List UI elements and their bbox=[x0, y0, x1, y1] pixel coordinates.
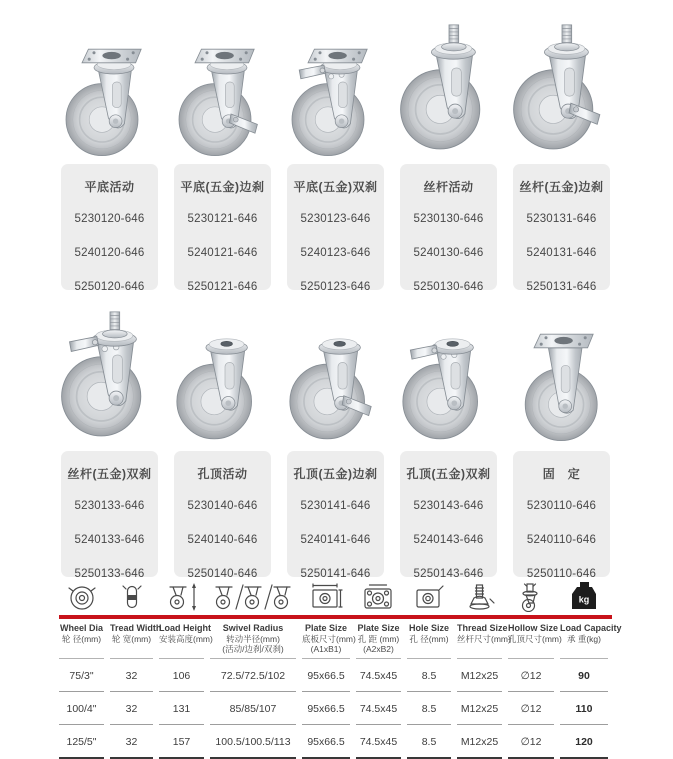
model-number: 5230123-646 bbox=[300, 213, 371, 225]
model-number: 5230131-646 bbox=[526, 213, 597, 225]
spec-value: 74.5x45 bbox=[356, 725, 401, 759]
model-number: 5230120-646 bbox=[74, 213, 145, 225]
model-number: 5240141-646 bbox=[300, 534, 371, 546]
model-number-list bbox=[61, 213, 158, 290]
model-number: 5230130-646 bbox=[413, 213, 484, 225]
column-header-en: Load Height bbox=[159, 623, 211, 633]
model-number: 5240123-646 bbox=[300, 247, 371, 259]
column-header-sub: (A1xB1) bbox=[310, 643, 342, 654]
spec-value: 32 bbox=[110, 692, 153, 725]
product-label-box bbox=[61, 164, 158, 290]
spec-value: 74.5x45 bbox=[356, 659, 401, 692]
model-number: 5250123-646 bbox=[300, 281, 371, 290]
column-header-cn: 孔 距 (mm) bbox=[357, 633, 400, 644]
column-header-cn: 底板尺寸(mm) bbox=[302, 633, 356, 644]
column-header bbox=[457, 619, 511, 659]
model-number: 5240110-646 bbox=[526, 534, 597, 546]
model-number: 5240120-646 bbox=[74, 247, 145, 259]
wheel-dia-icon bbox=[59, 578, 104, 614]
model-number-list bbox=[174, 213, 271, 290]
column-header-en: Wheel Dia bbox=[59, 623, 103, 633]
spec-value: 32 bbox=[110, 659, 153, 692]
spec-value: 125/5" bbox=[59, 725, 104, 759]
column-header-en: Plate Size bbox=[304, 623, 348, 633]
load-capacity-icon bbox=[560, 578, 608, 614]
caster-image bbox=[400, 295, 497, 445]
swivel-radius-icon bbox=[210, 578, 296, 614]
model-number-list bbox=[287, 500, 384, 577]
product-name: 孔顶(五金)边刹 bbox=[293, 467, 378, 481]
caster-image bbox=[513, 8, 610, 158]
caster-image bbox=[287, 295, 384, 445]
product-label-box bbox=[287, 451, 384, 577]
caster-image bbox=[61, 8, 158, 158]
product-name: 固 定 bbox=[542, 467, 581, 481]
column-header bbox=[210, 619, 296, 659]
product-name: 丝杆活动 bbox=[423, 180, 474, 194]
spec-value: 90 bbox=[560, 659, 608, 692]
column-header-sub: (A2xB2) bbox=[363, 643, 394, 654]
spec-value: 95x66.5 bbox=[302, 659, 350, 692]
column-header bbox=[407, 619, 451, 659]
model-number: 5250110-646 bbox=[526, 568, 597, 577]
column-header-en: Hole Size bbox=[408, 623, 449, 633]
model-number-list bbox=[513, 213, 610, 290]
spec-value: 110 bbox=[560, 692, 608, 725]
column-header bbox=[560, 619, 622, 659]
model-number-list bbox=[400, 500, 497, 577]
spec-grid bbox=[59, 619, 622, 759]
product-card bbox=[174, 8, 271, 290]
spec-value: 8.5 bbox=[407, 725, 451, 759]
svg-text:kg: kg bbox=[578, 594, 590, 605]
model-number: 5230121-646 bbox=[187, 213, 258, 225]
product-name: 平底(五金)边刹 bbox=[180, 180, 265, 194]
product-card bbox=[513, 8, 610, 290]
spec-value: 72.5/72.5/102 bbox=[210, 659, 296, 692]
model-number: 5240140-646 bbox=[187, 534, 258, 546]
hole-size-icon bbox=[407, 578, 451, 614]
model-number: 5250130-646 bbox=[413, 281, 484, 290]
product-label-box bbox=[513, 164, 610, 290]
column-header-cn: 安装高度(mm) bbox=[159, 633, 213, 644]
caster-image bbox=[174, 8, 271, 158]
column-header-sub: (活动/边刹/双刹) bbox=[222, 643, 284, 654]
spec-value: 100.5/100.5/113 bbox=[210, 725, 296, 759]
column-header-en: Swivel Radius bbox=[222, 623, 284, 633]
spec-value: 95x66.5 bbox=[302, 725, 350, 759]
product-label-box bbox=[400, 164, 497, 290]
spec-value: 157 bbox=[159, 725, 204, 759]
product-label-box bbox=[61, 451, 158, 577]
model-number-list bbox=[287, 213, 384, 290]
model-number: 5250141-646 bbox=[300, 568, 371, 577]
model-number: 5240143-646 bbox=[413, 534, 484, 546]
model-number: 5250121-646 bbox=[187, 281, 258, 290]
column-header-cn: 转动半径(mm) bbox=[226, 633, 280, 644]
model-number-list bbox=[174, 500, 271, 577]
column-header-en: Hollow Size bbox=[508, 623, 559, 633]
product-card bbox=[61, 295, 158, 577]
column-header bbox=[302, 619, 356, 659]
spec-value: 120 bbox=[560, 725, 608, 759]
column-header-en: Load Capacity bbox=[560, 623, 622, 633]
column-header bbox=[110, 619, 162, 659]
spec-table bbox=[59, 578, 622, 759]
spec-value: ∅12 bbox=[508, 692, 554, 725]
model-number: 5250131-646 bbox=[526, 281, 597, 290]
model-number: 5230141-646 bbox=[300, 500, 371, 512]
column-header-cn: 承 重(kg) bbox=[566, 633, 601, 644]
product-name: 丝杆(五金)边刹 bbox=[519, 180, 604, 194]
product-label-box bbox=[400, 451, 497, 577]
model-number: 5250120-646 bbox=[74, 281, 145, 290]
column-header-cn: 孔顶尺寸(mm) bbox=[508, 633, 562, 644]
product-label-box bbox=[513, 451, 610, 577]
hollow-size-icon bbox=[508, 578, 554, 614]
tread-width-icon bbox=[110, 578, 153, 614]
product-name: 丝杆(五金)双刹 bbox=[67, 467, 152, 481]
spec-value: 32 bbox=[110, 725, 153, 759]
spec-value: 8.5 bbox=[407, 692, 451, 725]
caster-image bbox=[61, 295, 158, 445]
model-number: 5230110-646 bbox=[526, 500, 597, 512]
product-card bbox=[400, 295, 497, 577]
spec-icon-row bbox=[59, 578, 608, 614]
column-header-cn: 轮 径(mm) bbox=[61, 633, 102, 644]
spec-value: ∅12 bbox=[508, 659, 554, 692]
product-card bbox=[400, 8, 497, 290]
product-grid bbox=[61, 8, 610, 577]
model-number: 5250140-646 bbox=[187, 568, 258, 577]
model-number: 5250143-646 bbox=[413, 568, 484, 577]
spec-value: 74.5x45 bbox=[356, 692, 401, 725]
caster-image bbox=[174, 295, 271, 445]
product-name: 平底(五金)双刹 bbox=[293, 180, 378, 194]
model-number: 5240131-646 bbox=[526, 247, 597, 259]
column-header-en: Plate Size bbox=[357, 623, 400, 633]
column-header-cn: 孔 径(mm) bbox=[409, 633, 449, 644]
product-card bbox=[513, 295, 610, 577]
model-number-list bbox=[513, 500, 610, 577]
product-label-box bbox=[287, 164, 384, 290]
product-name: 孔顶(五金)双刹 bbox=[406, 467, 491, 481]
product-label-box bbox=[174, 164, 271, 290]
model-number: 5230133-646 bbox=[74, 500, 145, 512]
column-header-cn: 轮 宽(mm) bbox=[111, 633, 152, 644]
hole-distance-icon bbox=[356, 578, 401, 614]
plate-size-icon bbox=[302, 578, 350, 614]
product-name: 平底活动 bbox=[84, 180, 135, 194]
spec-value: 8.5 bbox=[407, 659, 451, 692]
product-card bbox=[287, 8, 384, 290]
product-card bbox=[61, 8, 158, 290]
load-height-icon bbox=[159, 578, 204, 614]
column-header-cn: 丝杆尺寸(mm) bbox=[457, 633, 511, 644]
model-number-list bbox=[61, 500, 158, 577]
column-header-en: Thread Size bbox=[457, 623, 508, 633]
column-header bbox=[508, 619, 562, 659]
column-header bbox=[356, 619, 401, 659]
column-header-en: Tread Width bbox=[110, 623, 162, 633]
column-header bbox=[59, 619, 104, 659]
spec-value: M12x25 bbox=[457, 692, 502, 725]
spec-value: 75/3" bbox=[59, 659, 104, 692]
caster-image bbox=[513, 295, 610, 445]
thread-size-icon bbox=[457, 578, 502, 614]
spec-value: 95x66.5 bbox=[302, 692, 350, 725]
model-number: 5240133-646 bbox=[74, 534, 145, 546]
spec-value: M12x25 bbox=[457, 659, 502, 692]
model-number: 5240121-646 bbox=[187, 247, 258, 259]
product-name: 孔顶活动 bbox=[197, 467, 248, 481]
spec-value: 131 bbox=[159, 692, 204, 725]
spec-value: 106 bbox=[159, 659, 204, 692]
spec-value: ∅12 bbox=[508, 725, 554, 759]
spec-value: 85/85/107 bbox=[210, 692, 296, 725]
spec-value: M12x25 bbox=[457, 725, 502, 759]
caster-image bbox=[400, 8, 497, 158]
model-number: 5230140-646 bbox=[187, 500, 258, 512]
caster-image bbox=[287, 8, 384, 158]
product-card bbox=[174, 295, 271, 577]
product-label-box bbox=[174, 451, 271, 577]
model-number: 5240130-646 bbox=[413, 247, 484, 259]
spec-value: 100/4" bbox=[59, 692, 104, 725]
model-number: 5250133-646 bbox=[74, 568, 145, 577]
model-number-list bbox=[400, 213, 497, 290]
product-card bbox=[287, 295, 384, 577]
column-header bbox=[159, 619, 213, 659]
model-number: 5230143-646 bbox=[413, 500, 484, 512]
